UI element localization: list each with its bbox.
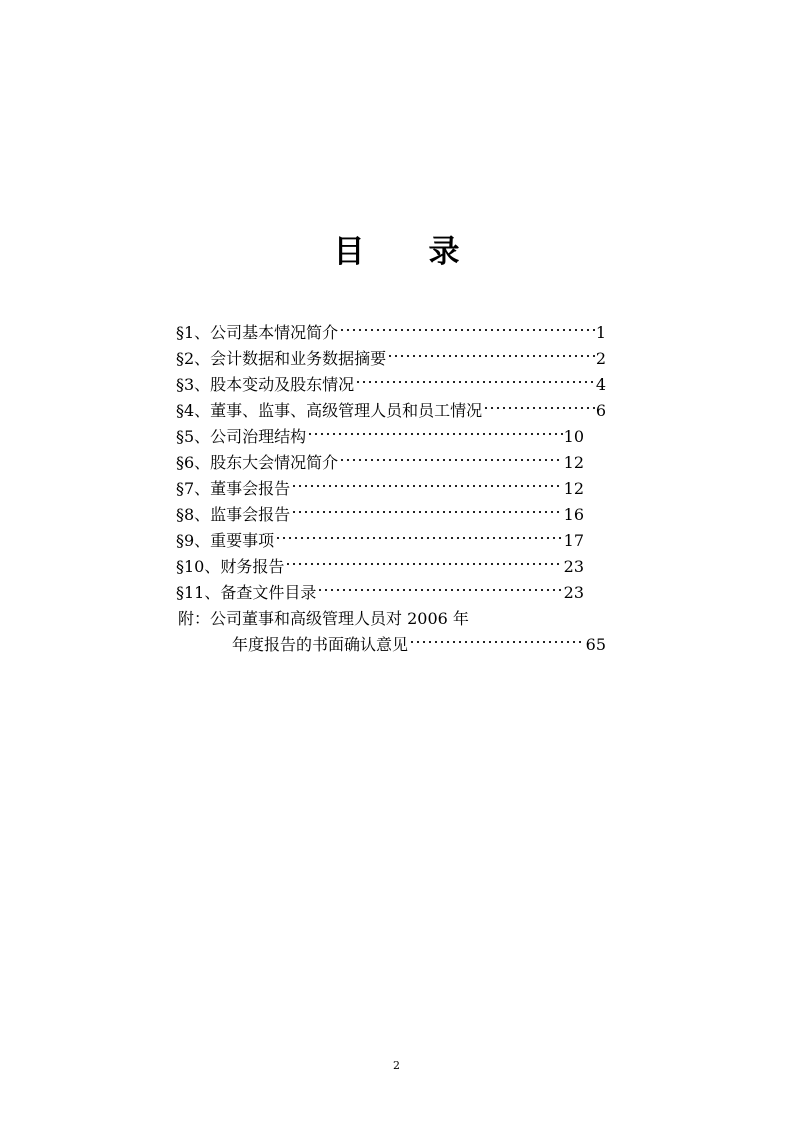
dot-leader [409, 638, 585, 646]
toc-entry-page: 17 [563, 531, 584, 550]
toc-entry-label: §8、监事会报告 [176, 505, 291, 524]
dot-leader [387, 352, 595, 360]
toc-entry-page: 16 [563, 505, 584, 524]
toc-entry-page: 4 [595, 375, 606, 394]
toc-entry-label: §4、董事、监事、高级管理人员和员工情况 [176, 401, 483, 420]
toc-entry-page: 2 [595, 349, 606, 368]
toc-entry-label: §10、财务报告 [176, 557, 285, 576]
table-of-contents [176, 320, 606, 658]
toc-entry-label: §7、董事会报告 [176, 479, 291, 498]
toc-entry-label: §1、公司基本情况简介 [176, 323, 339, 342]
toc-entry-page: 1 [595, 323, 606, 342]
toc-appendix-line-2: 年度报告的书面确认意见 [232, 635, 409, 654]
toc-entry-label: §2、会计数据和业务数据摘要 [176, 349, 387, 368]
dot-leader [307, 430, 562, 438]
toc-entry-10[interactable] [176, 554, 584, 580]
toc-entry-label: §3、股本变动及股东情况 [176, 375, 355, 394]
dot-leader [285, 560, 562, 568]
dot-leader [291, 482, 562, 490]
toc-appendix-page: 65 [585, 635, 606, 654]
toc-entry-8[interactable] [176, 502, 584, 528]
dot-leader [339, 456, 562, 464]
toc-entry-page: 23 [563, 583, 584, 602]
toc-entry-page: 12 [563, 479, 584, 498]
dot-leader [483, 404, 595, 412]
dot-leader [275, 534, 562, 542]
toc-entry-1[interactable] [176, 320, 606, 346]
page-title [0, 232, 793, 272]
toc-entry-label: §11、备查文件目录 [176, 583, 317, 602]
toc-entry-11[interactable] [176, 580, 584, 606]
toc-entry-label: §9、重要事项 [176, 531, 275, 550]
toc-appendix-entry[interactable] [176, 632, 606, 658]
toc-entry-page: 12 [563, 453, 584, 472]
toc-entry-2[interactable] [176, 346, 606, 372]
title-char-1: 目 [333, 234, 365, 270]
toc-entry-5[interactable] [176, 424, 584, 450]
page-number: 2 [393, 1059, 400, 1072]
toc-entry-page: 23 [563, 557, 584, 576]
toc-entry-label: §6、股东大会情况简介 [176, 453, 339, 472]
dot-leader [317, 586, 562, 594]
dot-leader [339, 326, 595, 334]
toc-entry-label: §5、公司治理结构 [176, 427, 307, 446]
title-char-2: 录 [428, 234, 460, 270]
toc-entry-7[interactable] [176, 476, 584, 502]
toc-appendix-line-1: 附：公司董事和高级管理人员对 2006 年 [178, 609, 469, 628]
dot-leader [355, 378, 595, 386]
toc-entry-page: 6 [595, 401, 606, 420]
toc-entry-4[interactable] [176, 398, 606, 424]
dot-leader [291, 508, 562, 516]
toc-entry-9[interactable] [176, 528, 584, 554]
toc-entry-6[interactable] [176, 450, 584, 476]
toc-entry-3[interactable] [176, 372, 606, 398]
toc-entry-page: 10 [563, 427, 584, 446]
